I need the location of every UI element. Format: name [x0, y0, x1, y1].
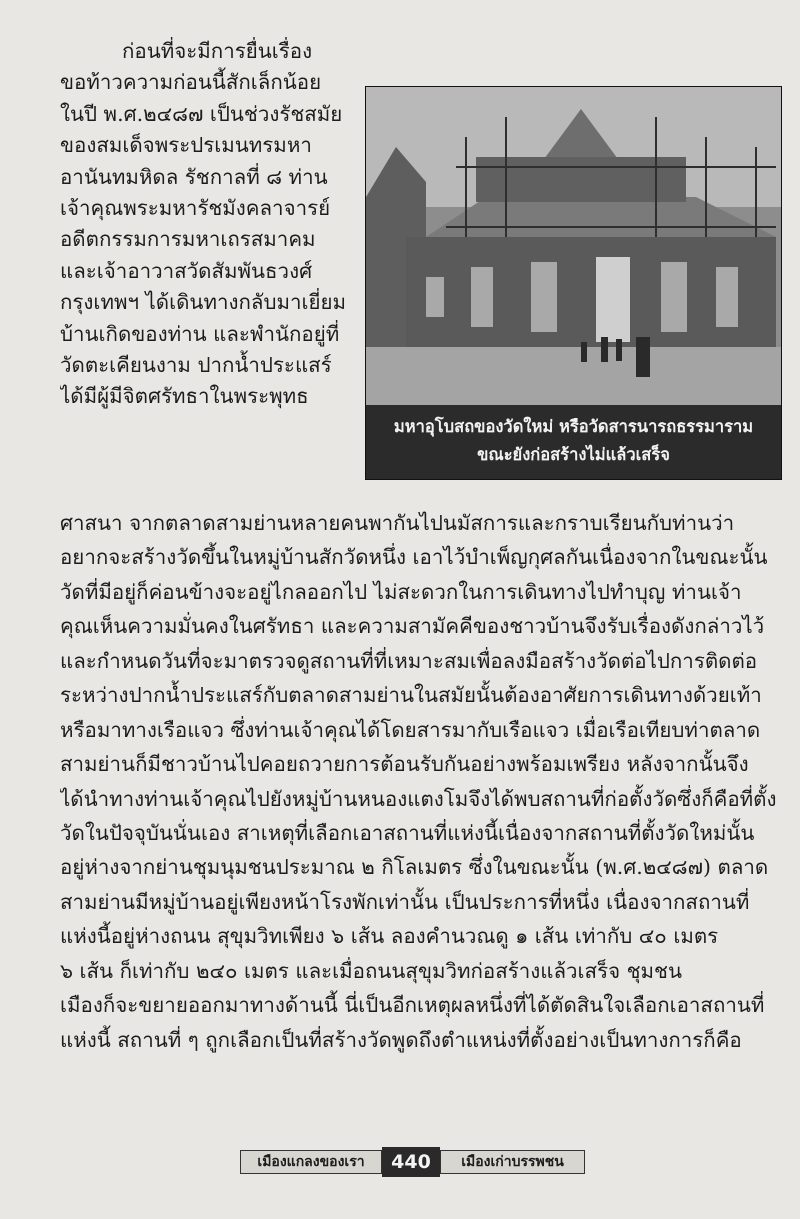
page-number: 440 [382, 1147, 440, 1177]
wrapped-paragraph [60, 36, 350, 413]
temple-photo-image [366, 87, 781, 405]
text-line: ระหว่างปากน้ำประแสร์กับตลาดสามย่านในสมัยนั้นต้องอาศัยการเดินทางด้วยเท้า [60, 683, 762, 708]
text-line: แห่งนี้อยู่ห่างถนน สุขุมวิทเพียง ๖ เส้น ลองคำนวณดู ๑ เส้น เท่ากับ ๔๐ เมตร [60, 924, 719, 949]
text-line: ได้มีผู้มีจิตศรัทธาในพระพุทธ [60, 384, 309, 409]
text-line: ในปี พ.ศ.๒๔๘๗ เป็นช่วงรัชสมัย [60, 101, 343, 126]
body-paragraph [60, 506, 782, 1057]
text-line: ๖ เส้น ก็เท่ากับ ๒๔๐ เมตร และเมื่อถนนสุขุมวิทก่อสร้างแล้วเสร็จ ชุมชน [60, 958, 682, 983]
text-line: อยากจะสร้างวัดขึ้นในหมู่บ้านสักวัดหนึ่ง เอาไว้บำเพ็ญกุศลกันเนื่องจากในขณะนั้น [60, 545, 768, 570]
text-line: สามย่านก็มีชาวบ้านไปคอยถวายการต้อนรับกันอย่างพร้อมเพรียง หลังจากนั้นจึง [60, 752, 749, 777]
text-line: ของสมเด็จพระปรเมนทรมหา [60, 133, 312, 158]
text-line: วัดตะเคียนงาม ปากน้ำประแสร์ [60, 352, 332, 377]
text-line: ได้นำทางท่านเจ้าคุณไปยังหมู่บ้านหนองแตงโมจึงได้พบสถานที่ก่อตั้งวัดซึ่งก็คือที่ตั้ง [60, 786, 777, 811]
text-line: เจ้าคุณพระมหารัชมังคลาจารย์ [60, 195, 331, 220]
text-line: สามย่านมีหมู่บ้านอยู่เพียงหน้าโรงพักเท่านั้น เป็นประการที่หนึ่ง เนื่องจากสถานที่ [60, 889, 750, 914]
text-line: หรือมาทางเรือแจว ซึ่งท่านเจ้าคุณได้โดยสารมากับเรือแจว เมื่อเรือเทียบท่าตลาด [60, 717, 761, 742]
text-line: วัดในปัจจุบันนั่นเอง สาเหตุที่เลือกเอาสถานที่แห่งนี้เนื่องจากสถานที่ตั้งวัดใหม่นั้น [60, 820, 755, 845]
text-line: ก่อนที่จะมีการยื่นเรื่อง [122, 39, 313, 63]
section-title-label: เมืองเก่าบรรพชน [440, 1150, 585, 1174]
text-line: คุณเห็นความมั่นคงในศรัทธา และความสามัคคีของชาวบ้านจึงรับเรื่องดังกล่าวไว้ [60, 614, 765, 639]
text-line: กรุงเทพฯ ได้เดินทางกลับมาเยี่ยม [60, 290, 347, 315]
photo-caption [366, 405, 781, 479]
text-line: แห่งนี้ สถานที่ ๆ ถูกเลือกเป็นที่สร้างวัดพูดถึงตำแหน่งที่ตั้งอย่างเป็นทางการก็คือ [60, 1027, 742, 1052]
caption-line: ขณะยังก่อสร้างไม่แล้วเสร็จ [477, 445, 670, 464]
text-line: ขอท้าวความก่อนนี้สักเล็กน้อย [60, 70, 322, 95]
book-title-label: เมืองแกลงของเรา [240, 1150, 382, 1174]
text-line: ศาสนา จากตลาดสามย่านหลายคนพากันไปนมัสการและกราบเรียนกับท่านว่า [60, 511, 735, 535]
text-line: อานันทมหิดล รัชกาลที่ ๘ ท่าน [60, 164, 328, 189]
text-line: และเจ้าอาวาสวัดสัมพันธวงศ์ [60, 258, 313, 283]
page-footer [240, 1146, 585, 1178]
text-line: และกำหนดวันที่จะมาตรวจดูสถานที่ที่เหมาะสมเพื่อลงมือสร้างวัดต่อไปการติดต่อ [60, 648, 758, 673]
text-line: วัดที่มีอยู่ก็ค่อนข้างจะอยู่ไกลออกไป ไม่สะดวกในการเดินทางไปทำบุญ ท่านเจ้า [60, 579, 742, 604]
text-line: บ้านเกิดของท่าน และพำนักอยู่ที่ [60, 321, 340, 346]
temple-photo [365, 86, 782, 480]
text-line: อยู่ห่างจากย่านชุมนุมชนประมาณ ๒ กิโลเมตร ซึ่งในขณะนั้น (พ.ศ.๒๔๘๗) ตลาด [60, 855, 769, 880]
text-line: เมืองก็จะขยายออกมาทางด้านนี้ นี่เป็นอีกเหตุผลหนึ่งที่ได้ตัดสินใจเลือกเอาสถานที่ [60, 993, 765, 1018]
text-line: อดีตกรรมการมหาเถรสมาคม [60, 227, 316, 252]
caption-line: มหาอุโบสถของวัดใหม่ หรือวัดสารนารถธรรมาราม [393, 417, 754, 436]
